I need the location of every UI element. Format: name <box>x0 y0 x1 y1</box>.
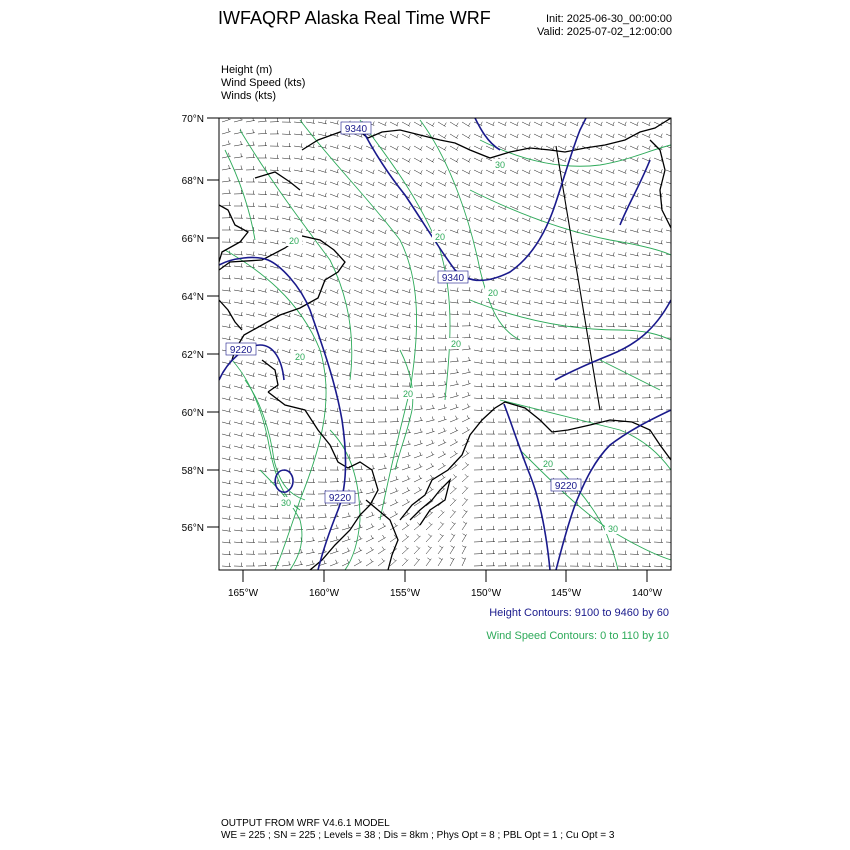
wind-label <box>448 338 464 349</box>
wind-label <box>400 388 416 399</box>
wind-label-text: 20 <box>288 236 300 246</box>
lat-label-62n: 62°N <box>181 350 204 361</box>
wind-label <box>286 235 302 246</box>
height-label-text: 9340 <box>441 273 465 284</box>
lat-label-66n: 66°N <box>181 234 204 245</box>
lon-label-165w: 165°W <box>227 588 259 599</box>
lat-label-70n: 70°N <box>181 114 204 125</box>
lat-label-60n: 60°N <box>181 408 204 419</box>
height-label-3 <box>226 343 256 356</box>
height-label-text: 9220 <box>554 481 578 492</box>
wind-label-text: 30 <box>494 160 506 170</box>
lon-label-160w: 160°W <box>308 588 340 599</box>
footer-model: OUTPUT FROM WRF V4.6.1 MODEL <box>221 818 390 829</box>
height-label-5 <box>551 479 581 492</box>
lat-label-56n: 56°N <box>181 523 204 534</box>
lon-label-145w: 145°W <box>550 588 582 599</box>
plot-title: IWFAQRP Alaska Real Time WRF <box>218 8 491 28</box>
lon-label-155w: 155°W <box>389 588 421 599</box>
wind-label-text: 20 <box>542 459 554 469</box>
wind-label <box>492 159 508 170</box>
wind-label-text: 20 <box>487 288 499 298</box>
variable-height: Height (m) <box>221 64 273 76</box>
wind-label <box>292 351 308 362</box>
longitude-labels <box>228 588 663 599</box>
height-label-text: 9220 <box>328 493 352 504</box>
wind-label <box>432 231 448 242</box>
variable-wind-speed: Wind Speed (kts) <box>221 77 306 89</box>
wind-label-text: 30 <box>280 498 292 508</box>
wind-label <box>605 523 621 534</box>
lat-label-68n: 68°N <box>181 176 204 187</box>
footer-settings: WE = 225 ; SN = 225 ; Levels = 38 ; Dis = 8km ; Phys Opt = 8 ; PBL Opt = 1 ; Cu Opt = 3 <box>221 830 615 841</box>
wind-label-text: 20 <box>434 232 446 242</box>
latitude-labels <box>182 114 204 534</box>
height-label-text: 9220 <box>229 345 253 356</box>
height-label-4 <box>325 491 355 504</box>
lon-label-140w: 140°W <box>631 588 663 599</box>
valid-time: Valid: 2025-07-02_12:00:00 <box>537 26 672 38</box>
lon-label-150w: 150°W <box>470 588 502 599</box>
wind-label-text: 20 <box>294 352 306 362</box>
lat-label-64n: 64°N <box>181 292 204 303</box>
init-time: Init: 2025-06-30_00:00:00 <box>546 13 672 25</box>
wind-speed-contours-legend: Wind Speed Contours: 0 to 110 by 10 <box>486 630 669 642</box>
wind-label-text: 20 <box>402 389 414 399</box>
lat-label-58n: 58°N <box>181 466 204 477</box>
wind-label <box>278 497 294 508</box>
wind-label <box>540 458 556 469</box>
height-label-text: 9340 <box>344 124 368 135</box>
wind-label-text: 30 <box>607 524 619 534</box>
height-label-2 <box>438 271 468 284</box>
wind-label-text: 20 <box>450 339 462 349</box>
wind-label <box>485 287 501 298</box>
height-label-1 <box>341 122 371 135</box>
height-contours-legend: Height Contours: 9100 to 9460 by 60 <box>489 607 669 619</box>
variable-winds: Winds (kts) <box>221 90 276 102</box>
